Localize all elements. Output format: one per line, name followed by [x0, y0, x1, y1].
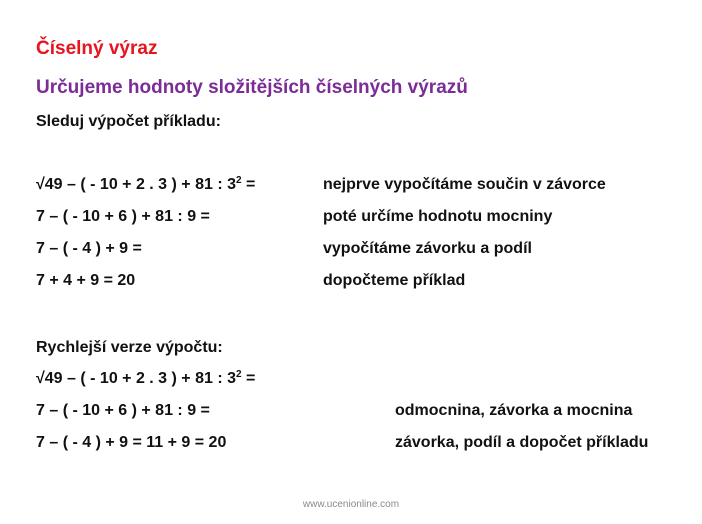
expression-equals: = — [241, 176, 256, 193]
page-subtitle: Určujeme hodnoty složitějších číselných výrazů — [36, 77, 468, 98]
step-note: nejprve vypočítáme součin v závorce — [323, 176, 606, 193]
expression-equals: = — [241, 370, 256, 387]
expression-line — [36, 370, 255, 388]
expression-exponent: 2 — [236, 175, 242, 186]
step-note: vypočítáme závorku a podíl — [323, 240, 532, 257]
step-note: odmocnina, závorka a mocnina — [395, 402, 633, 419]
step-note: závorka, podíl a dopočet příkladu — [395, 434, 649, 451]
step-line: 7 – ( - 10 + 6 ) + 81 : 9 = — [36, 402, 210, 419]
step-line: 7 – ( - 4 ) + 9 = — [36, 240, 142, 257]
step-note: poté určíme hodnotu mocniny — [323, 208, 553, 225]
expression-line — [36, 176, 255, 194]
footer-url: www.ucenionline.com — [302, 499, 400, 510]
step-note: dopočteme příklad — [323, 272, 466, 289]
step-line: 7 – ( - 4 ) + 9 = 11 + 9 = 20 — [36, 434, 227, 451]
page-title: Číselný výraz — [36, 38, 158, 59]
step-line: 7 + 4 + 9 = 20 — [36, 272, 136, 289]
expression-base: √49 – ( - 10 + 2 . 3 ) + 81 : 3 — [36, 176, 236, 193]
expression-exponent: 2 — [236, 369, 242, 380]
section-heading-faster: Rychlejší verze výpočtu: — [36, 339, 223, 356]
section-heading-example: Sleduj výpočet příkladu: — [36, 113, 221, 130]
step-line: 7 – ( - 10 + 6 ) + 81 : 9 = — [36, 208, 210, 225]
expression-base: √49 – ( - 10 + 2 . 3 ) + 81 : 3 — [36, 370, 236, 387]
